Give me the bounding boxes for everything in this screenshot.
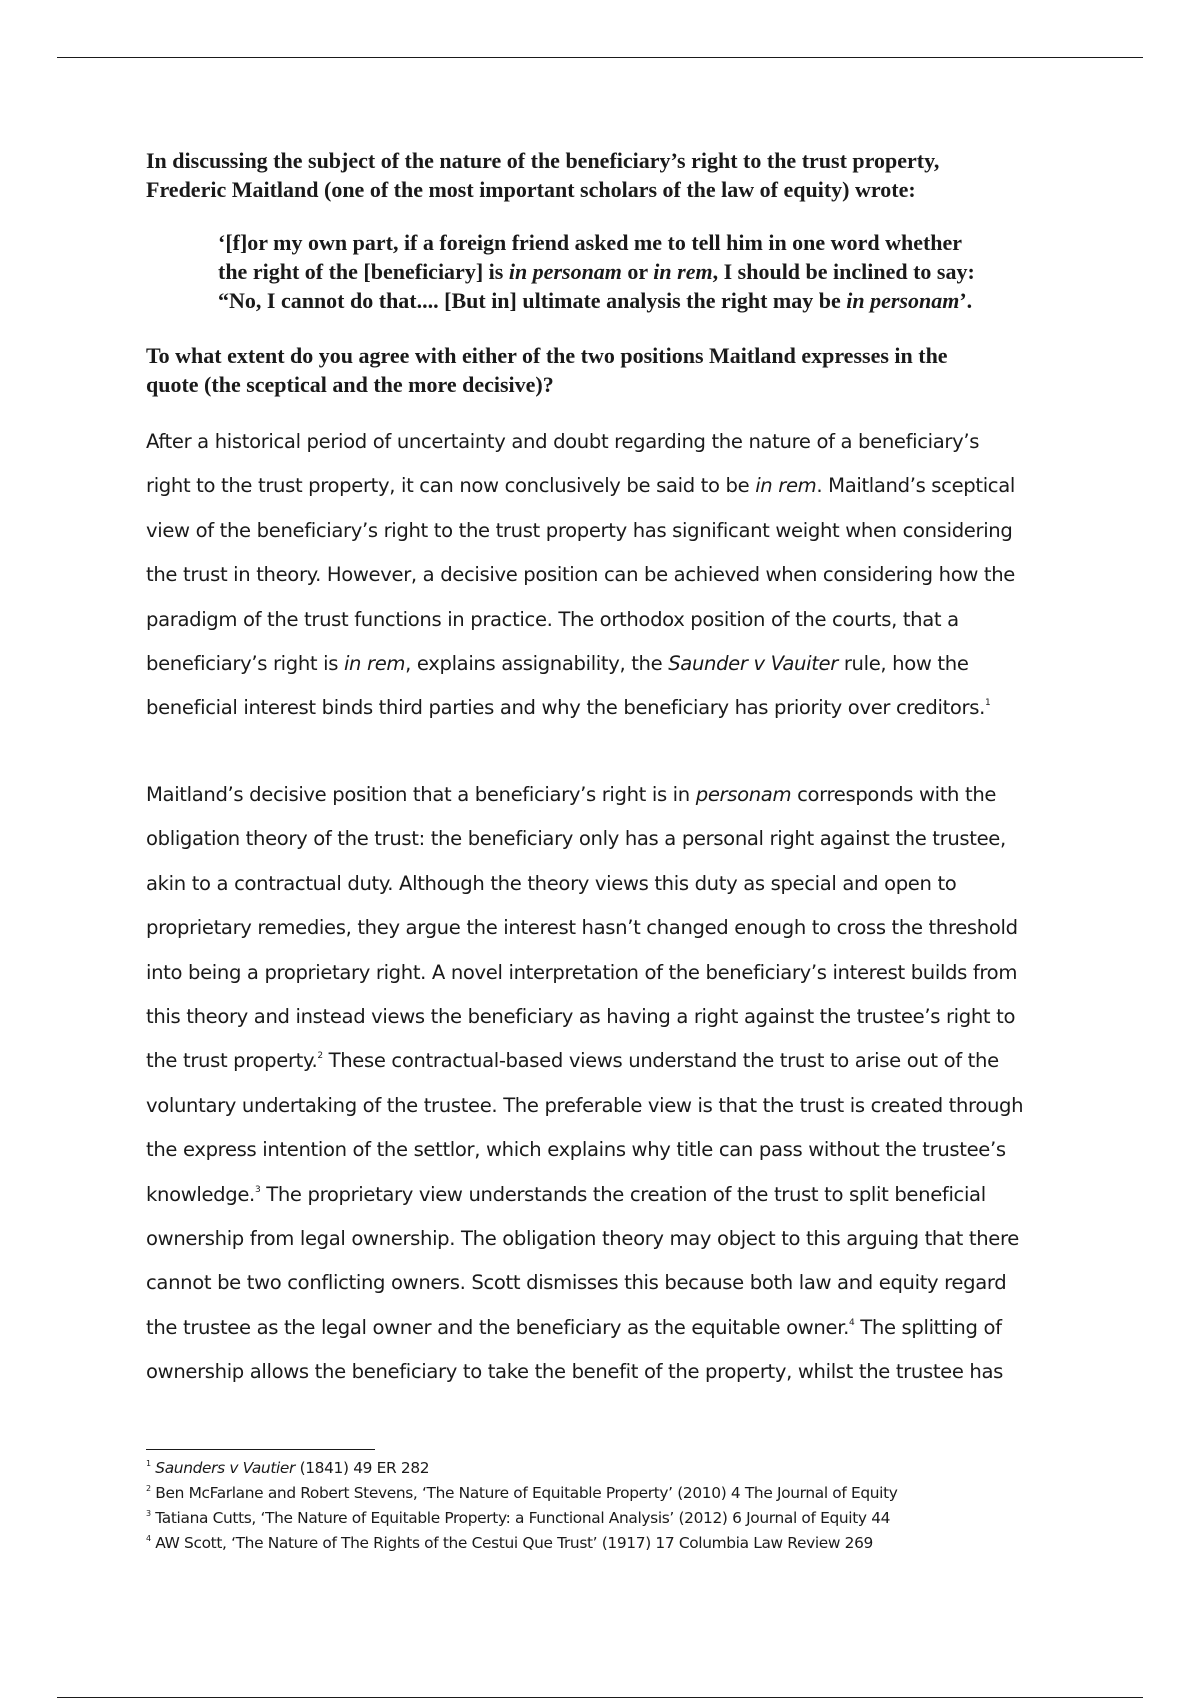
footnote-ref[interactable]: 4 — [848, 1317, 855, 1328]
paragraph-line: beneficial interest binds third parties and why the beneficiary has priority over creditors.$^1$ — [146, 696, 991, 720]
footnote-1: $^1$ Saunders v Vautier (1841) 49 ER 282 — [146, 1459, 430, 1477]
quote-line: ‘[f]or my own part, if a foreign friend asked me to tell him in one word whether — [218, 230, 963, 255]
question-line: quote (the sceptical and the more decisive)? — [146, 372, 554, 397]
paragraph-line: this theory and instead views the beneficiary as having a right against the trustee’s right to — [146, 1005, 1016, 1029]
question-intro — [146, 146, 1066, 204]
footnote-4: $^4$ AW Scott, ‘The Nature of The Rights of the Cestui Que Trust’ (1917) 17 Columbia Law Review 269 — [146, 1534, 873, 1552]
paragraph-line: obligation theory of the trust: the beneficiary only has a personal right against the trustee, — [146, 827, 1006, 851]
question-line: To what extent do you agree with either of the two positions Maitland expresses in the — [146, 343, 948, 368]
question-intro-line: In discussing the subject of the nature of the beneficiary’s right to the trust property, — [146, 148, 940, 173]
paragraph-line: voluntary undertaking of the trustee. The preferable view is that the trust is created through — [146, 1093, 1024, 1117]
quote-line: “No, I cannot do that.... [But in] ultimate analysis the right may be in personam’. — [218, 288, 973, 313]
paragraph-line: knowledge.$^3$ The proprietary view understands the creation of the trust to split beneficial — [146, 1182, 986, 1206]
essay-question — [146, 341, 1066, 399]
paragraph-line: the trust in theory. However, a decisive position can be achieved when considering how the — [146, 563, 1016, 587]
paragraph-line: into being a proprietary right. A novel interpretation of the beneficiary’s interest builds from — [146, 960, 1018, 984]
paragraph-line: beneficiary’s right is in rem, explains assignability, the Saunder v Vauiter rule, how the — [146, 652, 969, 676]
paragraph-line: proprietary remedies, they argue the interest hasn’t changed enough to cross the threshold — [146, 916, 1018, 940]
quote-line: the right of the [beneficiary] is in personam or in rem, I should be inclined to say: — [218, 259, 975, 284]
paragraph-1 — [146, 420, 1066, 731]
paragraph-line: the express intention of the settlor, which explains why title can pass without the trustee’s — [146, 1138, 1006, 1162]
footnote-ref[interactable]: 2 — [317, 1051, 323, 1062]
footnote-2: $^2$ Ben McFarlane and Robert Stevens, ‘The Nature of Equitable Property’ (2010) 4 The Journal of Equity — [146, 1484, 898, 1502]
paragraph-line: the trust property.$^2$ These contractual-based views understand the trust to arise out of the — [146, 1049, 999, 1073]
paragraph-line: akin to a contractual duty. Although the theory views this duty as special and open to — [146, 871, 957, 895]
header-rule — [57, 57, 1143, 58]
maitland-quote — [218, 228, 1068, 315]
paragraph-line: view of the beneficiary’s right to the trust property has significant weight when considering — [146, 518, 1013, 542]
paragraph-line: paradigm of the trust functions in practice. The orthodox position of the courts, that a — [146, 607, 959, 631]
paragraph-line: cannot be two conflicting owners. Scott dismisses this because both law and equity regard — [146, 1271, 1007, 1295]
paragraph-line: the trustee as the legal owner and the beneficiary as the equitable owner.$^4$ The splitting of — [146, 1315, 1002, 1339]
paragraph-line: After a historical period of uncertainty and doubt regarding the nature of a beneficiary’s — [146, 430, 980, 453]
paragraph-line: Maitland’s decisive position that a beneficiary’s right is in personam corresponds with the — [146, 783, 997, 806]
footnote-ref[interactable]: 1 — [984, 698, 991, 709]
paragraph-line: ownership from legal ownership. The obligation theory may object to this arguing that there — [146, 1227, 1019, 1251]
footnotes — [146, 1456, 1106, 1556]
footnote-ref[interactable]: 3 — [254, 1184, 261, 1195]
footnote-separator — [146, 1449, 375, 1450]
paragraph-line: ownership allows the beneficiary to take the benefit of the property, whilst the trustee has — [146, 1360, 1004, 1384]
footer-rule — [57, 1697, 1143, 1698]
paragraph-2 — [146, 773, 1066, 1395]
question-intro-line: Frederic Maitland (one of the most important scholars of the law of equity) wrote: — [146, 177, 916, 202]
footnote-3: $^3$ Tatiana Cutts, ‘The Nature of Equitable Property: a Functional Analysis’ (2012) 6 Journal of Equity 44 — [146, 1509, 891, 1527]
paragraph-line: right to the trust property, it can now conclusively be said to be in rem. Maitland’s sceptical — [146, 474, 1015, 498]
